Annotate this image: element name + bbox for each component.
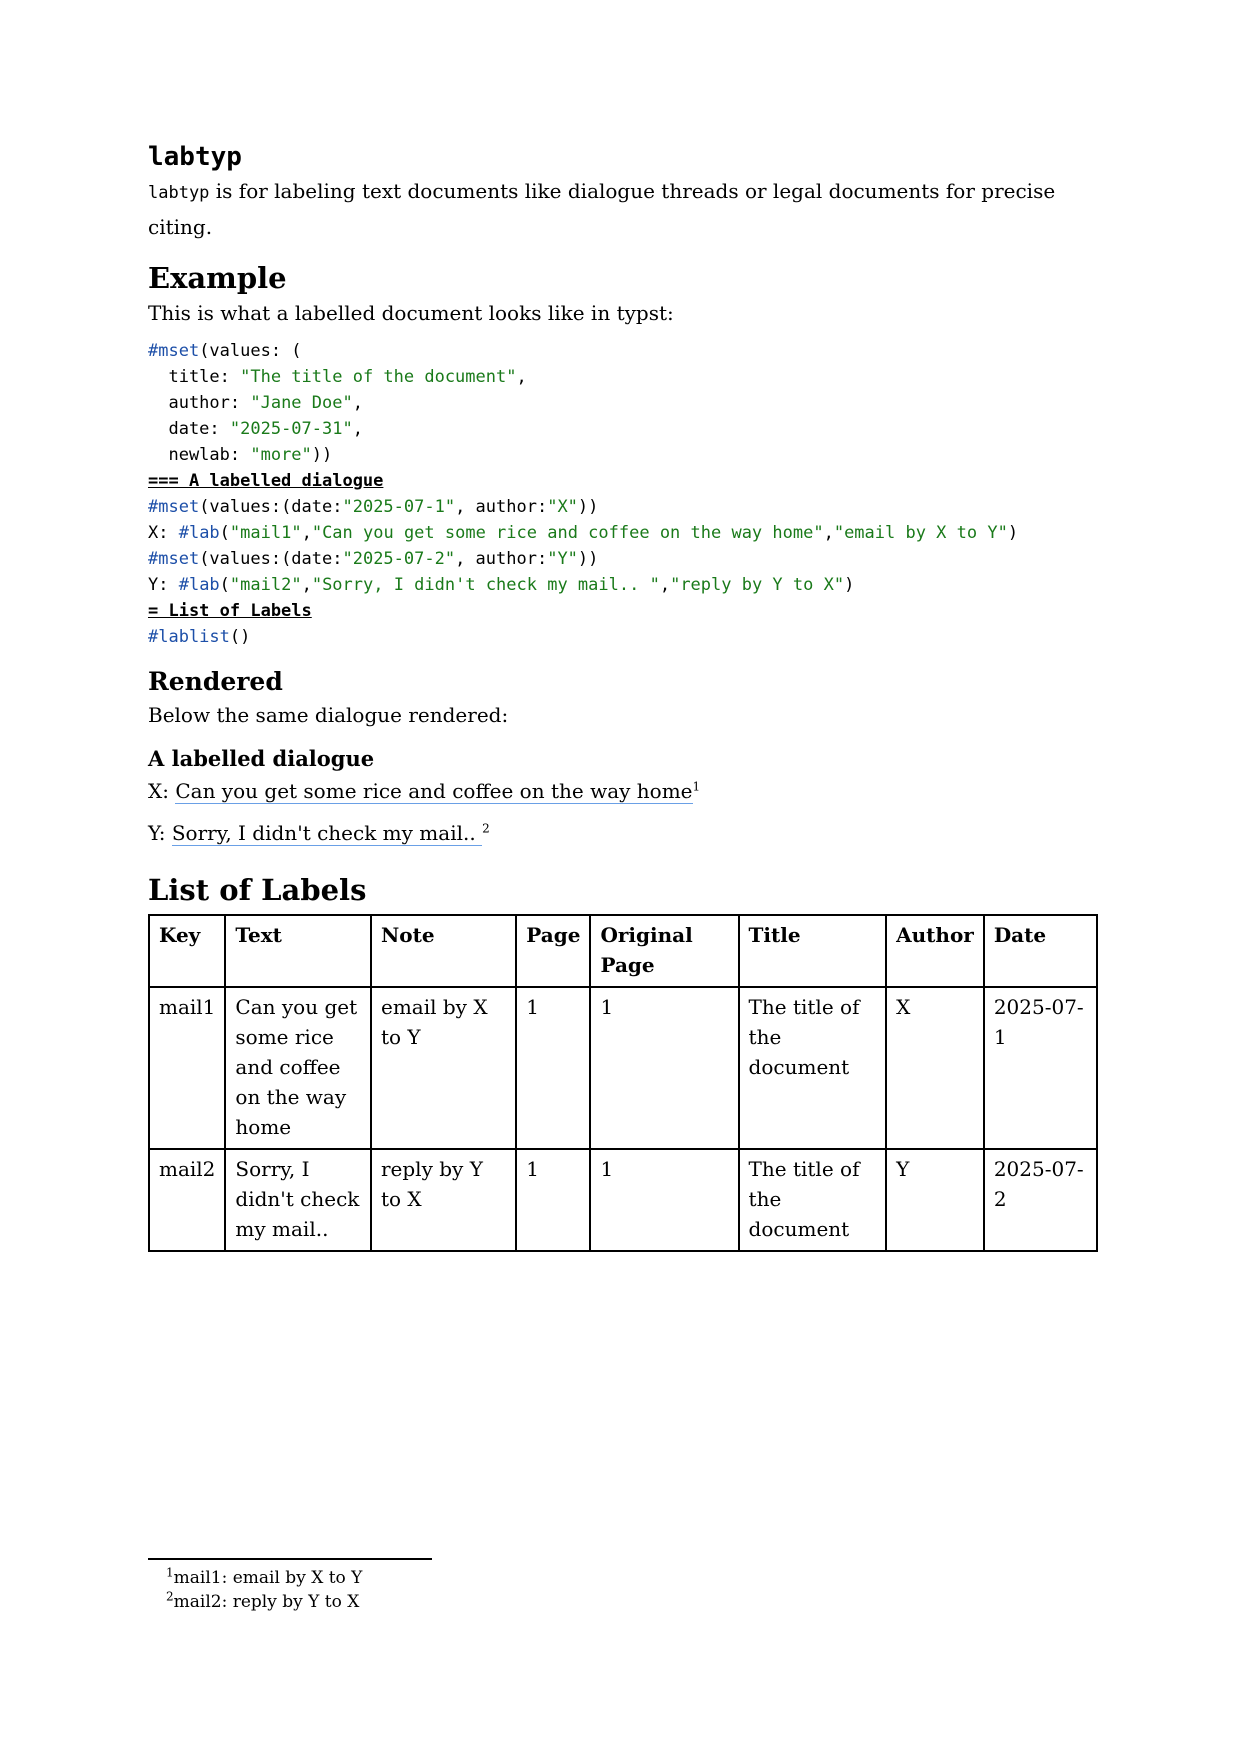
- footnote-ref-1[interactable]: 1: [692, 779, 701, 794]
- code-string: "Can you get some rice and coffee on the way home": [311, 523, 824, 543]
- code-text: )): [577, 497, 599, 517]
- code-string: "2025-07-2": [342, 549, 456, 569]
- labels-heading: List of Labels: [148, 873, 367, 907]
- footnote-text: mail1: email by X to Y: [173, 1568, 363, 1588]
- table-cell: X: [886, 987, 984, 1149]
- footnote-1: [166, 1566, 448, 1590]
- dialogue-heading: A labelled dialogue: [148, 746, 375, 771]
- code-keyword: #mset: [148, 549, 200, 569]
- document-title: labtyp: [148, 142, 242, 172]
- code-text: , author:: [455, 497, 548, 517]
- column-header: Note: [371, 915, 516, 987]
- code-string: "2025-07-1": [342, 497, 456, 517]
- rendered-heading: Rendered: [148, 667, 283, 696]
- code-text: (): [229, 627, 251, 647]
- column-header: Key: [149, 915, 225, 987]
- table-row: [149, 987, 1097, 1149]
- labels-table: [148, 914, 1098, 1252]
- table-cell: The title of the document: [739, 987, 887, 1149]
- footnote-divider: [148, 1558, 432, 1560]
- code-text: ,: [301, 575, 312, 595]
- column-header: Original Page: [590, 915, 738, 987]
- table-cell: mail2: [149, 1149, 225, 1251]
- table-cell: 2025-07-1: [984, 987, 1097, 1149]
- code-text: X:: [148, 523, 179, 543]
- footnote-ref-2[interactable]: 2: [482, 821, 490, 836]
- code-heading: === A labelled dialogue: [148, 471, 384, 491]
- code-keyword: #lab: [178, 523, 220, 543]
- code-text: ,: [301, 523, 312, 543]
- document-content: [148, 140, 1108, 1252]
- code-text: (values: (: [199, 341, 302, 361]
- table-cell: Can you get some rice and coffee on the way home: [225, 987, 371, 1149]
- label-link-mail1[interactable]: Can you get some rice and coffee on the way home: [175, 779, 693, 803]
- code-text: ): [1007, 523, 1019, 543]
- code-text: ,: [823, 523, 834, 543]
- example-description: This is what a labelled document looks like in typst:: [148, 301, 674, 325]
- code-string: "email by X to Y": [833, 523, 1008, 543]
- code-text: author:: [148, 393, 251, 413]
- code-text: )): [577, 549, 599, 569]
- column-header: Page: [516, 915, 590, 987]
- table-cell: mail1: [149, 987, 225, 1149]
- code-string: "X": [547, 497, 578, 517]
- code-text: (values:(date:: [199, 497, 343, 517]
- code-string: "mail2": [229, 575, 302, 595]
- table-row: [149, 1149, 1097, 1251]
- table-cell: The title of the document: [739, 1149, 887, 1251]
- table-cell: 1: [590, 987, 738, 1149]
- code-string: "more": [250, 445, 312, 465]
- code-string: "reply by Y to X": [670, 575, 845, 595]
- intro-package-name: labtyp: [148, 183, 210, 203]
- code-string: "The title of the document": [240, 367, 517, 387]
- intro-paragraph: [148, 174, 1108, 244]
- table-header-row: [149, 915, 1097, 987]
- table-cell: Y: [886, 1149, 984, 1251]
- code-string: "Sorry, I didn't check my mail.. ": [311, 575, 660, 595]
- column-header: Date: [984, 915, 1097, 987]
- code-text: ,: [659, 575, 671, 595]
- code-text: ,: [352, 419, 363, 439]
- code-text: , author:: [455, 549, 548, 569]
- code-keyword: #lab: [178, 575, 220, 595]
- table-cell: 2025-07-2: [984, 1149, 1097, 1251]
- code-text: ,: [352, 393, 363, 413]
- table-cell: 1: [590, 1149, 738, 1251]
- speaker-label: Y:: [148, 821, 172, 845]
- column-header: Text: [225, 915, 371, 987]
- code-text: )): [311, 445, 333, 465]
- code-heading: = List of Labels: [148, 601, 312, 621]
- code-text: ): [844, 575, 855, 595]
- code-text: newlab:: [148, 445, 251, 465]
- footnote-mark: 1: [166, 1565, 174, 1580]
- code-text: (: [219, 523, 230, 543]
- code-string: "Jane Doe": [250, 393, 353, 413]
- footnote-mark: 2: [166, 1589, 174, 1604]
- code-string: "2025-07-31": [229, 419, 353, 439]
- code-block: [148, 338, 1108, 650]
- code-keyword: #lablist: [148, 627, 230, 647]
- table-cell: email by X to Y: [371, 987, 516, 1149]
- intro-text: is for labeling text documents like dialogue threads or legal documents for precise citing.: [148, 179, 1056, 239]
- code-text: Y:: [148, 575, 179, 595]
- dialogue-line-x: [148, 776, 1108, 806]
- column-header: Author: [886, 915, 984, 987]
- table-cell: 1: [516, 987, 590, 1149]
- rendered-description: Below the same dialogue rendered:: [148, 703, 509, 727]
- code-string: "mail1": [229, 523, 302, 543]
- footnotes: [148, 1558, 448, 1614]
- speaker-label: X:: [148, 779, 176, 803]
- table-cell: Sorry, I didn't check my mail..: [225, 1149, 371, 1251]
- table-cell: reply by Y to X: [371, 1149, 516, 1251]
- code-string: "Y": [547, 549, 578, 569]
- label-link-mail2[interactable]: Sorry, I didn't check my mail..: [171, 821, 483, 845]
- code-text: date:: [148, 419, 230, 439]
- code-keyword: #mset: [148, 341, 200, 361]
- example-heading: Example: [148, 261, 287, 295]
- code-keyword: #mset: [148, 497, 200, 517]
- table-cell: 1: [516, 1149, 590, 1251]
- code-text: (values:(date:: [199, 549, 343, 569]
- dialogue-line-y: [148, 818, 1108, 848]
- code-text: (: [219, 575, 230, 595]
- footnote-2: [166, 1590, 448, 1614]
- code-text: ,: [516, 367, 527, 387]
- column-header: Title: [739, 915, 887, 987]
- footnote-text: mail2: reply by Y to X: [173, 1592, 360, 1612]
- code-text: title:: [148, 367, 241, 387]
